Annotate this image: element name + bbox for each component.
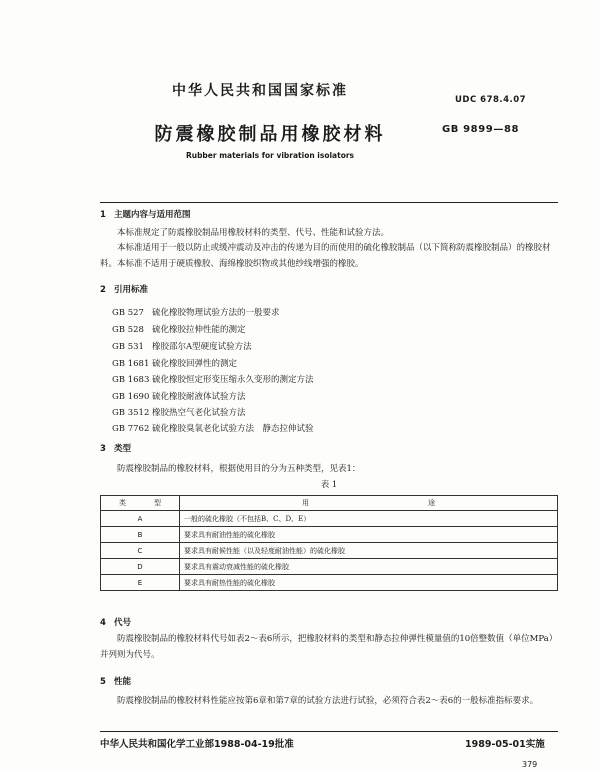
use-cell: 要求具有耐热性能的硫化橡胶: [180, 575, 558, 591]
section-1-heading: [100, 208, 191, 220]
table-row: [101, 543, 558, 559]
column-header-type: 类 型: [101, 496, 180, 511]
use-cell: 一般的硫化橡胶（不包括B、C、D、E）: [180, 511, 558, 527]
reference-title: 硫化橡胶耐液体试验方法: [152, 392, 246, 402]
section-title: 类型: [114, 444, 132, 454]
reference-title: 橡胶热空气老化试验方法: [152, 408, 246, 418]
reference-code: GB 7762: [112, 424, 150, 434]
reference-code: GB 1681: [112, 359, 150, 369]
reference-item: [112, 340, 252, 352]
type-cell: E: [101, 575, 180, 591]
table-row: [101, 511, 558, 527]
section-5-heading: [100, 675, 131, 687]
section-1-para-2: 本标准适用于一般以防止或缓冲震动及冲击的传递为目的而使用的硫化橡胶制品（以下简称防震橡胶制品）的橡胶材料。本标准不适用于硬质橡胶、海绵橡胶织物或其他纱线增强的橡胶。: [100, 243, 551, 269]
type-cell: C: [101, 543, 180, 559]
type-cell: B: [101, 527, 180, 543]
reference-title: 硫化橡胶拉伸性能的测定: [152, 325, 246, 335]
reference-code: GB 1683: [112, 375, 150, 385]
reference-item: [112, 306, 280, 318]
reference-item: [112, 406, 246, 418]
reference-item: [112, 323, 246, 335]
reference-title: 硫化橡胶物理试验方法的一般要求: [152, 308, 280, 318]
reference-item: [112, 422, 314, 434]
document-title: 防震橡胶制品用橡胶材料: [154, 124, 386, 145]
section-number: 4: [100, 618, 106, 628]
table-row: [101, 527, 558, 543]
type-cell: A: [101, 511, 180, 527]
section-4-para-1: 防震橡胶制品的橡胶材料代号如表2～表6所示，把橡胶材料的类型和静态拉伸弹性模量值的10倍整数值（单位MPa）并列则为代号。: [100, 634, 558, 660]
reference-code: GB 527: [112, 308, 144, 318]
page-number: 379: [522, 760, 538, 769]
reference-title: 硫化橡胶恒定形变压缩永久变形的测定方法: [152, 375, 314, 385]
reference-code: GB 531: [112, 342, 144, 352]
reference-title: 硫化橡胶臭氧老化试验方法 静态拉伸试验: [152, 424, 314, 434]
section-2-heading: [100, 283, 148, 295]
section-5-para-1: 防震橡胶制品的橡胶材料性能应按第6章和第7章的试验方法进行试验，必须符合表2～表6的一般标准指标要求。: [117, 696, 539, 706]
section-title: 代号: [114, 618, 132, 628]
section-4-heading: [100, 616, 131, 628]
english-title: Rubber materials for vibration isolators: [185, 151, 355, 160]
reference-title: 橡胶邵尔A型硬度试验方法: [152, 342, 252, 352]
footer-divider: [100, 731, 558, 732]
reference-title: 硫化橡胶回弹性的测定: [152, 359, 238, 369]
reference-item: [112, 373, 314, 385]
section-number: 3: [100, 444, 106, 454]
table-1-caption: 表 1: [320, 480, 338, 490]
reference-item: [112, 390, 246, 402]
section-3-heading: [100, 442, 131, 454]
reference-code: GB 528: [112, 325, 144, 335]
section-number: 1: [100, 210, 106, 220]
section-number: 5: [100, 677, 106, 687]
section-title: 引用标准: [114, 285, 149, 295]
section-3-para-1: 防震橡胶制品的橡胶材料，根据使用目的分为五种类型，见表1：: [117, 464, 361, 474]
implementation-date: 1989-05-01实施: [465, 739, 545, 750]
section-title: 主题内容与适用范围: [114, 210, 191, 220]
gb-number: GB 9899—88: [442, 124, 520, 135]
udc-code: UDC 678.4.07: [455, 95, 527, 105]
type-table: [100, 495, 558, 591]
section-title: 性能: [114, 677, 132, 687]
reference-code: GB 3512: [112, 408, 150, 418]
table-row: [101, 559, 558, 575]
section-1-para-1: 本标准规定了防震橡胶制品用橡胶材料的类型、代号、性能和试验方法。: [117, 228, 390, 238]
use-cell: 要求具有耐候性能（以及轻度耐油性能）的硫化橡胶: [180, 543, 558, 559]
standard-org-heading: 中华人民共和国国家标准: [172, 83, 348, 99]
use-cell: 要求具有耐油性能的硫化橡胶: [180, 527, 558, 543]
type-cell: D: [101, 559, 180, 575]
use-cell: 要求具有震动衰减性能的硫化橡胶: [180, 559, 558, 575]
approval-line: 中华人民共和国化学工业部1988-04-19批准: [100, 739, 294, 750]
section-number: 2: [100, 285, 106, 295]
reference-code: GB 1690: [112, 392, 150, 402]
column-header-use: 用 途: [180, 496, 558, 511]
reference-item: [112, 357, 237, 369]
header-divider: [100, 202, 558, 203]
table-row: [101, 575, 558, 591]
table-header-row: [101, 496, 558, 511]
